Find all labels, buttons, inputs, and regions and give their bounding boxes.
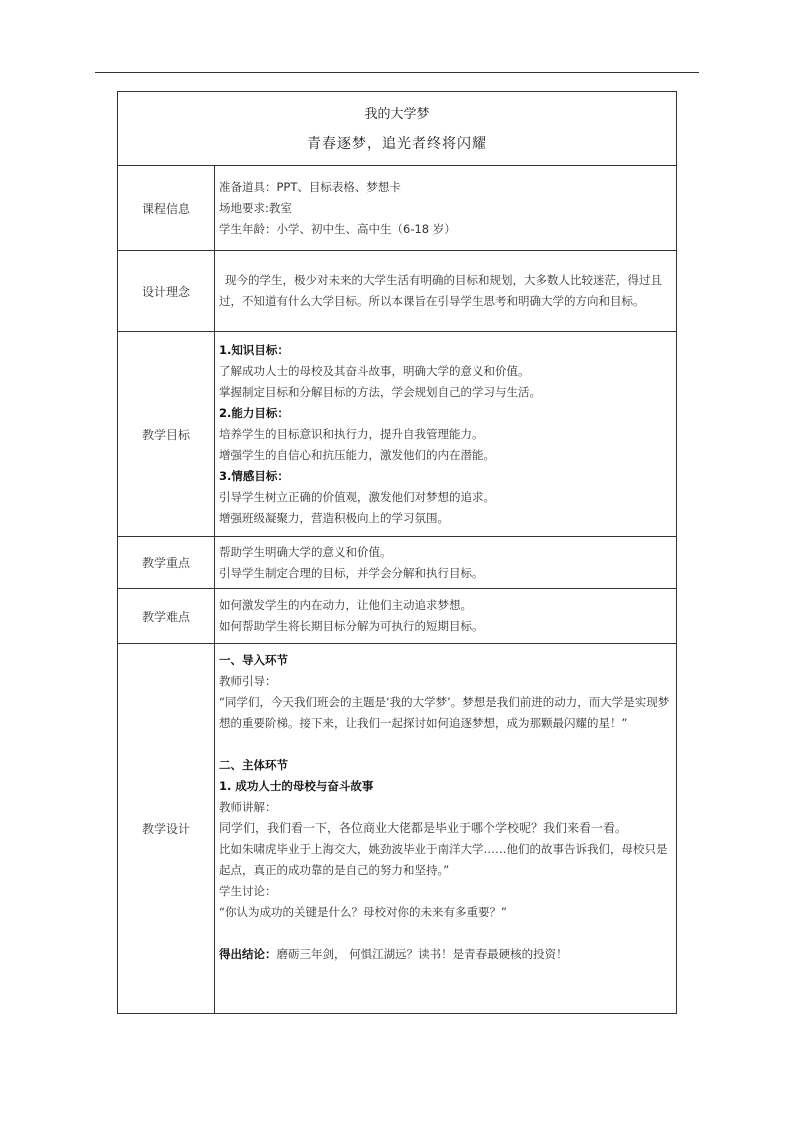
conclusion-text: 磨砺三年剑， 何惧江湖远？读书！是青春最硬核的投资！	[276, 947, 568, 961]
knowledge-goal-item: 了解成功人士的母校及其奋斗故事，明确大学的意义和价值。	[219, 363, 530, 378]
key-points-label: 教学重点	[118, 537, 215, 589]
key-point-item: 帮助学生明确大学的意义和价值。	[219, 544, 392, 559]
difficulty-item: 如何帮助学生将长期目标分解为可执行的短期目标。	[219, 619, 484, 633]
teacher-guide-label: 教师引导：	[219, 674, 277, 688]
intro-quote: “同学们，今天我们班会的主题是‘我的大学梦’。梦想是我们前进的动力，而大学是实现梦想的重要阶梯。接下来，让我们一起探讨如何追逐梦想，成为那颗最闪耀的星！”	[219, 695, 670, 730]
emotion-goal-heading: 3.情感目标：	[219, 468, 289, 483]
teaching-goals-content	[215, 332, 677, 537]
age-line: 学生年龄：小学、初中生、高中生（6-18 岁）	[219, 221, 456, 236]
title-row	[118, 92, 677, 166]
emotion-goal-item: 引导学生树立正确的价值观，激发他们对梦想的追求。	[219, 489, 495, 504]
discussion-quote: “你认为成功的关键是什么？母校对你的未来有多重要？”	[219, 905, 507, 919]
emotion-goal-item: 增强班级凝聚力，营造积极向上的学习氛围。	[219, 510, 449, 525]
intro-section-heading: 一、导入环节	[219, 653, 288, 667]
teaching-design-label: 教学设计	[118, 644, 215, 1014]
teaching-goals-row	[118, 332, 677, 537]
difficulty-item: 如何激发学生的内在动力，让他们主动追求梦想。	[219, 598, 472, 612]
knowledge-goal-item: 掌握制定目标和分解目标的方法，学会规划自己的学习与生活。	[219, 384, 541, 399]
explain-text-continued: 比如朱啸虎毕业于上海交大，姚劲波毕业于南洋大学……他们的故事告诉我们，母校只是起点，真正的成功靠的是自己的努力和坚持。”	[219, 842, 668, 877]
key-points-row	[118, 537, 677, 589]
difficulties-row	[118, 589, 677, 644]
props-line: 准备道具：PPT、目标表格、梦想卡	[219, 179, 401, 194]
main-section-heading: 二、主体环节	[219, 758, 288, 772]
teaching-design-content	[215, 644, 677, 1014]
difficulties-content	[215, 589, 677, 644]
teaching-goals-label: 教学目标	[118, 332, 215, 537]
ability-goal-heading: 2.能力目标：	[219, 405, 289, 420]
design-idea-label: 设计理念	[118, 251, 215, 332]
explain-text: 同学们，我们看一下，各位商业大佬都是毕业于哪个学校呢？我们来看一看。	[219, 821, 628, 835]
course-info-content	[215, 166, 677, 251]
conclusion-label: 得出结论：	[219, 947, 277, 961]
spacer	[219, 734, 670, 755]
document-title: 我的大学梦	[364, 106, 430, 122]
teaching-design-row	[118, 644, 677, 1014]
design-idea-text: 现今的学生，极少对未来的大学生活有明确的目标和规划，大多数人比较迷茫，得过且过，不知道有什么大学目标。所以本课旨在引导学生思考和明确大学的方向和目标。	[219, 273, 662, 308]
key-point-item: 引导学生制定合理的目标，并学会分解和执行目标。	[219, 565, 484, 580]
knowledge-goal-heading: 1.知识目标：	[219, 342, 289, 357]
difficulties-label: 教学难点	[118, 589, 215, 644]
ability-goal-item: 增强学生的自信心和抗压能力，激发他们的内在潜能。	[219, 447, 495, 462]
ability-goal-item: 培养学生的目标意识和执行力，提升自我管理能力。	[219, 426, 484, 441]
course-info-label: 课程信息	[118, 166, 215, 251]
design-idea-row	[118, 251, 677, 332]
venue-line: 场地要求:教室	[219, 200, 292, 215]
key-points-content	[215, 537, 677, 589]
document-subtitle: 青春逐梦，追光者终将闪耀	[307, 135, 487, 152]
success-story-heading: 1. 成功人士的母校与奋斗故事	[219, 779, 374, 793]
teacher-explain-label: 教师讲解：	[219, 800, 277, 814]
design-idea-content	[215, 251, 677, 332]
course-info-row	[118, 166, 677, 251]
conclusion-line	[219, 944, 670, 965]
lesson-plan-table	[117, 91, 677, 1014]
spacer	[219, 923, 670, 944]
title-cell	[118, 92, 677, 166]
student-discussion-label: 学生讨论：	[219, 884, 277, 898]
page-header-rule	[95, 72, 699, 73]
